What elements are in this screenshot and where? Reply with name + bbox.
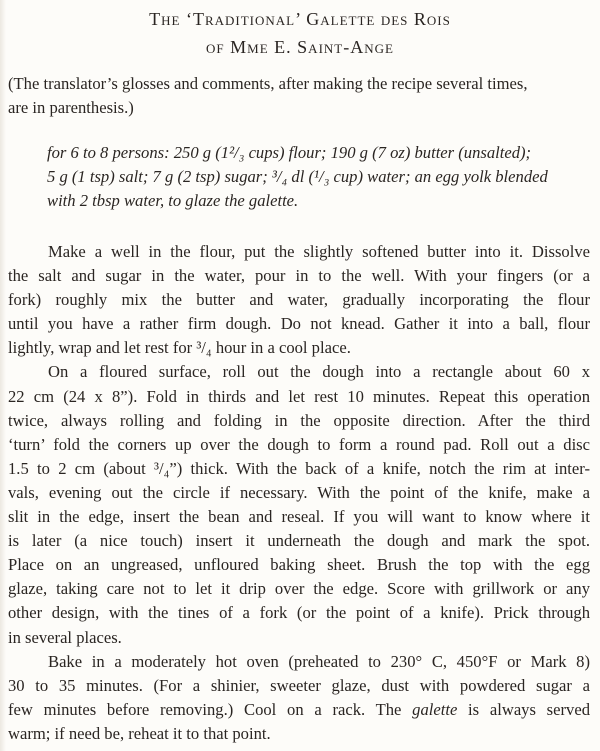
- text-line: Bake in a moderately hot oven (preheated to 230° C, 450°F or Mark 8): [48, 651, 590, 671]
- recipe-title: The ‘Traditional’ Galette des Rois: [149, 9, 451, 29]
- ingredients-line: 5 g (1 tsp) salt; 7 g (2 tsp) sugar; ³/₄ dl (¹/₃ cup) water; an egg yolk blended: [47, 167, 548, 186]
- emphasized-word: galette: [412, 699, 458, 719]
- text-line: warm; if need be, reheat it to that point.: [8, 723, 271, 743]
- text-line: 1.5 to 2 cm (about ³/₄”) thick. With the back of a knife, notch the rim at inter-: [8, 458, 590, 478]
- method-paragraph-3: [8, 650, 590, 746]
- recipe-subtitle: of Mme E. Saint-Ange: [206, 37, 394, 57]
- text-line: Place on an ungreased, unfloured baking sheet. Brush the top with the egg: [8, 555, 590, 575]
- translator-note-line: (The translator’s glosses and comments, after making the recipe several times,: [8, 74, 528, 93]
- text-line: Make a well in the flour, put the slightly softened butter into it. Dissolve: [48, 242, 590, 261]
- text-line: On a floured surface, roll out the dough into a rectangle about 60 x: [48, 362, 590, 382]
- method-paragraph-2: [8, 360, 590, 649]
- text-run: few minutes before removing.) Cool on a rack. The: [8, 699, 413, 719]
- text-line: is later (a nice touch) insert it underneath the dough and mark the spot.: [8, 531, 590, 551]
- ingredients-list: [47, 141, 592, 213]
- text-line-with-emphasis: [8, 698, 590, 722]
- text-line: 30 to 35 minutes. (For a shinier, sweeter glaze, dust with powdered sugar a: [8, 675, 590, 695]
- page-edge-shadow: [0, 0, 6, 751]
- text-line: twice, always rolling and folding in the opposite direction. After the third: [8, 410, 590, 430]
- translator-note-line: are in parenthesis.): [8, 98, 134, 117]
- text-line: fork) roughly mix the butter and water, gradually incorporating the flour: [8, 290, 590, 310]
- text-line: lightly, wrap and let rest for ³/₄ hour in a cool place.: [8, 338, 351, 358]
- text-line: other design, with the tines of a fork (or the point of a knife). Prick through: [8, 603, 590, 623]
- text-line: glaze, taking care not to let it drip over the edge. Score with grillwork or any: [8, 579, 590, 599]
- text-line: 22 cm (24 x 8”). Fold in thirds and let rest 10 minutes. Repeat this operation: [8, 386, 590, 406]
- text-line: the salt and sugar in the water, pour in to the well. With your fingers (or a: [8, 266, 590, 286]
- text-line: slit in the edge, insert the bean and reseal. If you will want to know where it: [8, 507, 590, 527]
- text-line: vals, evening out the circle if necessary. With the point of the knife, make a: [8, 482, 590, 502]
- text-run: is always served: [457, 699, 590, 719]
- ingredients-line: with 2 tbsp water, to glaze the galette.: [47, 191, 299, 210]
- method-text: [8, 240, 590, 746]
- text-line: until you have a rather firm dough. Do not knead. Gather it into a ball, flour: [8, 314, 590, 334]
- text-line: in several places.: [8, 627, 122, 647]
- text-line: ‘turn’ fold the corners up over the dough to form a round pad. Roll out a disc: [8, 434, 590, 454]
- translator-note: [8, 72, 590, 120]
- method-paragraph-1: [8, 240, 590, 360]
- ingredients-line: for 6 to 8 persons: 250 g (1²/₃ cups) flour; 190 g (7 oz) butter (unsalted);: [47, 143, 532, 162]
